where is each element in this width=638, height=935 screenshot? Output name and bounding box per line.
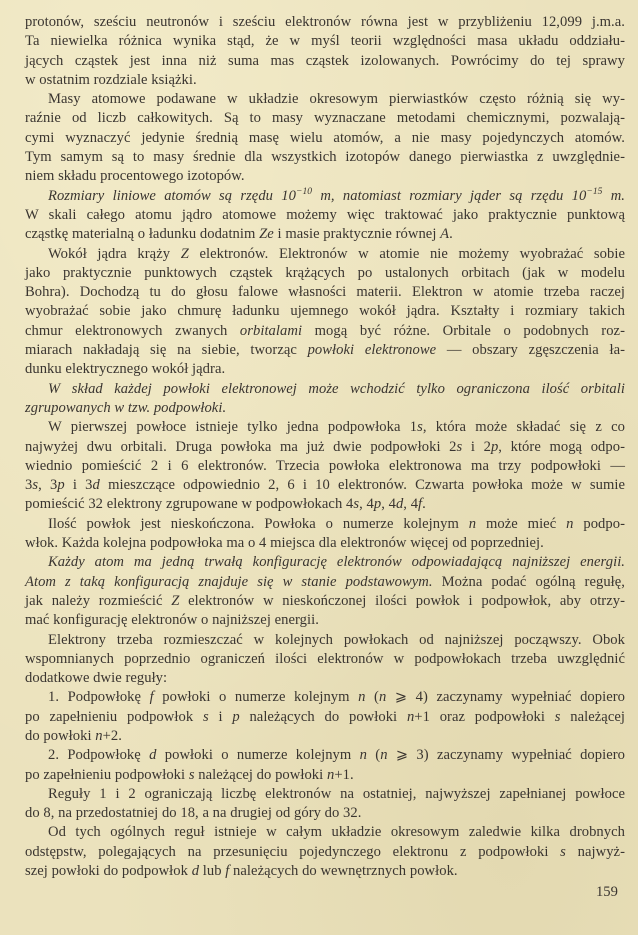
text-line: cymi wyznaczyć jedynie średnią masę wielu atomów, a nie masy pojedynczych atomów.	[25, 129, 625, 146]
text-run: i 3	[64, 477, 93, 494]
text-line	[25, 746, 625, 765]
math-symbol: p	[57, 477, 65, 494]
text-run: , 4	[403, 496, 419, 513]
text-run: (	[365, 689, 379, 706]
math-symbol: f	[225, 863, 230, 880]
math-symbol: n	[359, 747, 367, 764]
text-line	[25, 843, 625, 862]
paragraph-ground-state	[25, 553, 625, 630]
text-line	[25, 862, 625, 881]
text-run: do powłoki	[25, 727, 96, 744]
text-run: m.	[602, 187, 625, 204]
math-symbol: s	[417, 419, 423, 436]
math-symbol: n	[95, 727, 103, 744]
text-run: , 4	[359, 496, 374, 513]
text-run: , która może składać się z co	[422, 419, 625, 436]
text-run: najwyż-	[565, 843, 625, 860]
text-line: mać konfigurację elektronów o najniższej energii.	[25, 612, 319, 629]
text-line	[25, 688, 625, 707]
math-symbol: d	[191, 863, 200, 880]
text-run: należących do powłoki	[239, 708, 407, 725]
text-line	[25, 418, 625, 437]
math-symbol: n	[326, 766, 335, 783]
rule-2	[25, 746, 625, 785]
math-symbol: d	[149, 747, 157, 764]
text-line: wyobrażać sobie jako chmurę ładunku ujemnego wokół jądra. Kształty i rozmiary takich	[25, 303, 625, 320]
math-symbol: s	[202, 708, 209, 725]
text-line	[25, 727, 625, 746]
paragraph-subshells-rule	[25, 380, 625, 419]
text-line	[25, 341, 625, 360]
text-line: protonów, sześciu neutronów i sześciu elektronów równa jest w przybliżeniu 12,099 j.m.a.	[25, 14, 625, 30]
text-run: należących do wewnętrznych powłok.	[229, 863, 458, 880]
text-line-italic: Każdy atom ma jedną trwałą konfigurację elektronów odpowiadającą najniższej energii.	[48, 554, 625, 571]
text-run: , które mogą odpo-	[498, 438, 625, 455]
text-run: cząstkę materialną o ładunku dodatnim	[25, 226, 260, 243]
text-run: powłoki o numerze kolejnym	[156, 747, 360, 764]
rule-1	[25, 688, 625, 746]
text-run: +1 oraz podpowłoki	[414, 708, 555, 725]
text-run: W pierwszej powłoce istnieje tylko jedna podpowłoka 1	[48, 419, 418, 436]
text-line: W skali całego atomu jądro atomowe możemy więc traktować jako praktycznie punktową	[25, 206, 625, 223]
math-symbol: s	[32, 477, 39, 494]
text-run: Można podać ogólną regułę,	[432, 573, 625, 590]
math-symbol: s	[554, 708, 561, 725]
paragraph-filling-order	[25, 631, 625, 689]
math-symbol: p	[373, 496, 382, 513]
page-number: 159	[596, 884, 618, 900]
text-line	[25, 515, 625, 534]
text-run: ⩾ 3) zaczynamy wypełniać dopiero	[387, 747, 625, 764]
text-line	[25, 495, 625, 514]
math-symbol: p	[490, 438, 499, 455]
paragraph-electron-limits	[25, 785, 625, 824]
math-symbol: n	[406, 708, 415, 725]
text-run: .	[449, 226, 453, 243]
paragraph-shell-capacity	[25, 418, 625, 514]
text-run: (	[366, 747, 381, 764]
paragraph-atomic-masses	[25, 90, 625, 186]
text-run: najwyżej dwu orbitali. Druga powłoka ma już dwie podpowłoki 2	[25, 438, 457, 455]
text-run: m, natomiast rozmiary jąder są rzędu 10	[312, 187, 587, 204]
text-run: i	[208, 708, 233, 725]
book-page	[25, 13, 625, 881]
text-line: Bohra). Dochodzą tu do głosu falowe własności materii. Elektron w atomie trzeba raczej	[25, 284, 625, 301]
text-line: Od tych ogólnych reguł istnieje w całym układzie okresowym zaledwie kilka drobnych	[48, 824, 625, 841]
exponent: −10	[296, 186, 313, 197]
math-symbol: Z	[180, 245, 189, 262]
text-line: dunku elektrycznego wokół jądra.	[25, 361, 226, 378]
math-symbol: s	[560, 843, 566, 860]
text-line: Masy atomowe podawane w układzie okresowym pierwiastków często różnią się wy-	[48, 91, 625, 108]
math-symbol: A	[440, 226, 450, 243]
text-line: jących cząstek jest inna niż suma mas cząstek izolowanych. Powrócimy do tej sprawy	[25, 52, 625, 69]
math-symbol: n	[468, 515, 477, 532]
text-run: 2. Podpowłokę	[48, 747, 150, 764]
text-run: jak należy rozmieścić	[25, 592, 172, 609]
text-run: chmur elektronowych zwanych	[25, 322, 240, 339]
text-run: może mieć	[476, 515, 567, 532]
text-line: Ta niewielka różnica wynika stąd, że w myśl teorii względności masa układu oddziału-	[25, 33, 625, 50]
paragraph-infinite-shells	[25, 515, 625, 554]
text-line: raźnie od liczb całkowitych. Są to masy wyznaczane metodami chemicznymi, pozwalają-	[25, 110, 625, 127]
text-run: mieszczące odpowiednio 2, 6 i 10 elektronów. Czwarta powłoka może w sumie	[99, 477, 625, 494]
emphasis-term: powłoki elektronowe	[307, 342, 437, 359]
math-symbol: d	[395, 496, 404, 513]
text-line-italic	[25, 187, 625, 206]
text-line	[25, 245, 625, 264]
text-run: elektronów. Elektronów w atomie nie możemy wyobrażać sobie	[188, 245, 625, 262]
text-line: Elektrony trzeba rozmieszczać w kolejnych powłokach od najniższej począwszy. Obok	[48, 631, 625, 648]
math-symbol: s	[353, 496, 360, 513]
paragraph-exceptions	[25, 823, 625, 881]
emphasis-term: Atom z taką konfiguracją znajduje się w stanie podstawowym.	[25, 573, 433, 590]
text-run: +2.	[102, 727, 122, 744]
text-run: , 4	[381, 496, 396, 513]
math-symbol: n	[380, 747, 388, 764]
math-symbol: n	[566, 515, 574, 532]
text-run: odstępstw, polegających na przesunięciu pojedynczego elektronu z podpowłoki	[25, 843, 561, 860]
text-run: po zapełnieniu podpowłok	[25, 708, 203, 725]
text-run: ⩾ 4) zaczynamy wypełniać dopiero	[386, 689, 625, 706]
text-line	[25, 322, 625, 341]
math-symbol: s	[188, 766, 195, 783]
math-symbol: Z	[171, 592, 180, 609]
math-symbol: n	[358, 689, 366, 706]
text-line-italic: W skład każdej powłoki elektronowej może wchodzić tylko ograniczona ilość orbitali	[48, 380, 625, 397]
text-run: podpo-	[573, 515, 625, 532]
text-line: do 8, na przedostatniej do 18, a na drugiej od góry do 32.	[25, 805, 362, 822]
text-line: jako praktycznie punktowych cząstek krążących po ustalonych orbitach (jak w modelu	[25, 264, 625, 281]
paragraph-mass-difference	[25, 13, 625, 90]
text-run: po zapełnieniu podpowłoki	[25, 766, 189, 783]
emphasis-term: orbitalami	[239, 322, 303, 339]
text-run: elektronów w nieskończonej ilości powłok i podpowłok, aby otrzy-	[179, 592, 625, 609]
text-line	[25, 476, 625, 495]
text-run: lub	[199, 863, 226, 880]
text-line: wspomnianych poprzednio ograniczeń ilości elektronów w podpowłokach trzeba uwzględnić	[25, 650, 625, 667]
text-run: szej powłoki do podpowłok	[25, 863, 192, 880]
text-run: i 2	[462, 438, 491, 455]
math-symbol: f	[418, 496, 423, 513]
math-symbol: d	[92, 477, 100, 494]
text-run: należącej do powłoki	[194, 766, 327, 783]
exponent: −15	[586, 186, 603, 197]
text-run: .	[422, 496, 426, 513]
text-line: Reguły 1 i 2 ograniczają liczbę elektronów na ostatniej, najwyższej zapełnianej powłoce	[48, 785, 625, 802]
paragraph-atom-sizes	[25, 187, 625, 245]
text-line: Tym samym są to masy średnie dla wszystkich izotopów danego pierwiastka z uwzględnie-	[25, 149, 625, 166]
text-line	[25, 225, 625, 244]
text-run: powłoki o numerze kolejnym	[153, 689, 359, 706]
text-line: w ostatnim rozdziale książki.	[25, 71, 197, 88]
text-line	[25, 438, 625, 457]
text-run: pomieścić 32 elektrony zgrupowane w podpowłokach 4	[25, 496, 354, 513]
text-run: należącej	[560, 708, 625, 725]
text-run: 1. Podpowłokę	[48, 689, 150, 706]
text-run: i masie praktycznie równej	[273, 226, 441, 243]
text-run: Wokół jądra krąży	[48, 245, 181, 262]
text-line-italic: zgrupowanych w tzw. podpowłoki.	[25, 399, 227, 416]
text-line	[25, 766, 625, 785]
text-run: +1.	[334, 766, 354, 783]
text-run: Rozmiary liniowe atomów są rzędu 10	[48, 187, 296, 204]
text-line: wiednio pomieścić 2 i 6 elektronów. Trzecia powłoka elektronowa ma trzy podpowłoki —	[25, 457, 625, 474]
text-line	[25, 592, 625, 611]
text-line: niem składu procentowego izotopów.	[25, 168, 245, 185]
math-symbol: Ze	[259, 226, 274, 243]
math-symbol: p	[232, 708, 240, 725]
text-line	[25, 573, 625, 592]
text-line: dodatkowe dwie reguły:	[25, 670, 168, 687]
math-symbol: n	[378, 689, 387, 706]
text-run: — obszary zgęszczenia ła-	[436, 342, 626, 359]
text-run: 3	[25, 477, 33, 494]
math-symbol: s	[456, 438, 463, 455]
text-run: mogą być różne. Orbitale o podobnych roz-	[302, 322, 625, 339]
paragraph-electron-cloud	[25, 245, 625, 380]
math-symbol: f	[149, 689, 154, 706]
text-run: miarach nakładają się na siebie, tworząc	[25, 342, 308, 359]
text-line	[25, 708, 625, 727]
text-run: Ilość powłok jest nieskończona. Powłoka o numerze kolejnym	[48, 515, 469, 532]
text-run: , 3	[38, 477, 58, 494]
text-line: włok. Każda kolejna podpowłoka ma o 4 miejsca dla elektronów więcej od poprzedniej.	[25, 535, 544, 552]
